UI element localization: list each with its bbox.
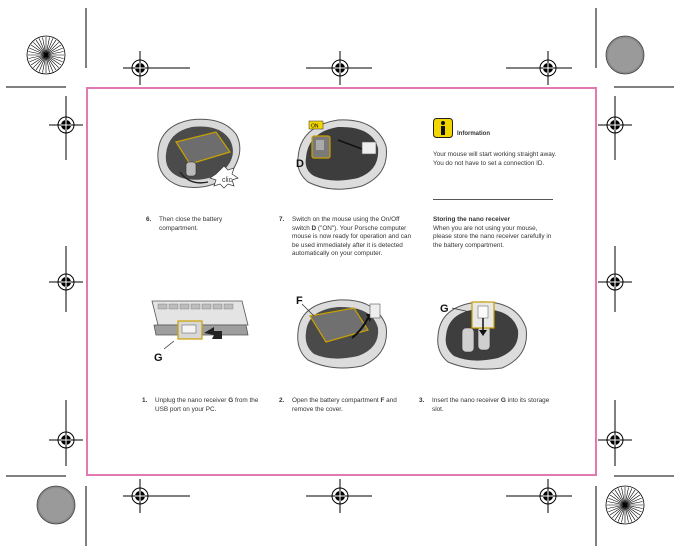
registration-mark: [49, 108, 83, 142]
registration-mark: [598, 108, 632, 142]
insert-receiver-illustration: [432, 292, 532, 372]
registration-mark: [123, 51, 157, 85]
grey-target: [606, 36, 644, 74]
step-text: Unplug the nano receiver G from the USB port on your PC.: [155, 397, 259, 413]
label-d: D: [296, 158, 304, 170]
unplug-receiver-illustration: [150, 295, 250, 365]
on-tag: ON: [311, 123, 319, 130]
label-g: G: [154, 352, 163, 364]
clic-callout: clic: [222, 177, 233, 184]
registration-mark: [598, 265, 632, 299]
step-number: 3.: [419, 397, 425, 404]
step-number: 7.: [279, 216, 285, 223]
label-f: F: [296, 295, 303, 307]
storing-section: [433, 216, 557, 250]
info-title: Information: [457, 131, 490, 137]
step-text: Insert the nano receiver G into its storage slot.: [432, 397, 550, 413]
step-text: Open the battery compartment F and remove the cover.: [292, 397, 397, 413]
step-number: 1.: [142, 397, 148, 404]
information-icon: [433, 118, 453, 138]
step-text: Then close the battery compartment.: [159, 216, 223, 232]
starburst-target: [27, 36, 65, 74]
starburst-target: [606, 486, 644, 524]
label-g: G: [440, 303, 449, 315]
step-number: 6.: [146, 216, 152, 223]
registration-mark: [531, 51, 565, 85]
info-divider: [433, 199, 553, 200]
info-body: Your mouse will start working straight away. You do not have to set a connection ID.: [433, 151, 557, 167]
step-text: Switch on the mouse using the On/Off switch D ("ON"). Your Porsche computer mouse is now ready for operation and can be used immediately after it is detected automatically on your computer.: [292, 216, 412, 258]
switch-on-illustration: [292, 112, 392, 194]
grey-target: [37, 486, 75, 524]
open-compartment-illustration: [292, 292, 392, 372]
storing-heading: Storing the nano receiver: [433, 216, 511, 223]
registration-mark: [598, 423, 632, 457]
registration-mark: [123, 479, 157, 513]
registration-mark: [531, 479, 565, 513]
storing-body: When you are not using your mouse, please store the nano receiver carefully in the battery compartment.: [433, 224, 552, 249]
registration-mark: [323, 51, 357, 85]
registration-mark: [49, 423, 83, 457]
registration-mark: [49, 265, 83, 299]
registration-mark: [323, 479, 357, 513]
close-battery-illustration: [150, 112, 250, 194]
step-number: 2.: [279, 397, 285, 404]
